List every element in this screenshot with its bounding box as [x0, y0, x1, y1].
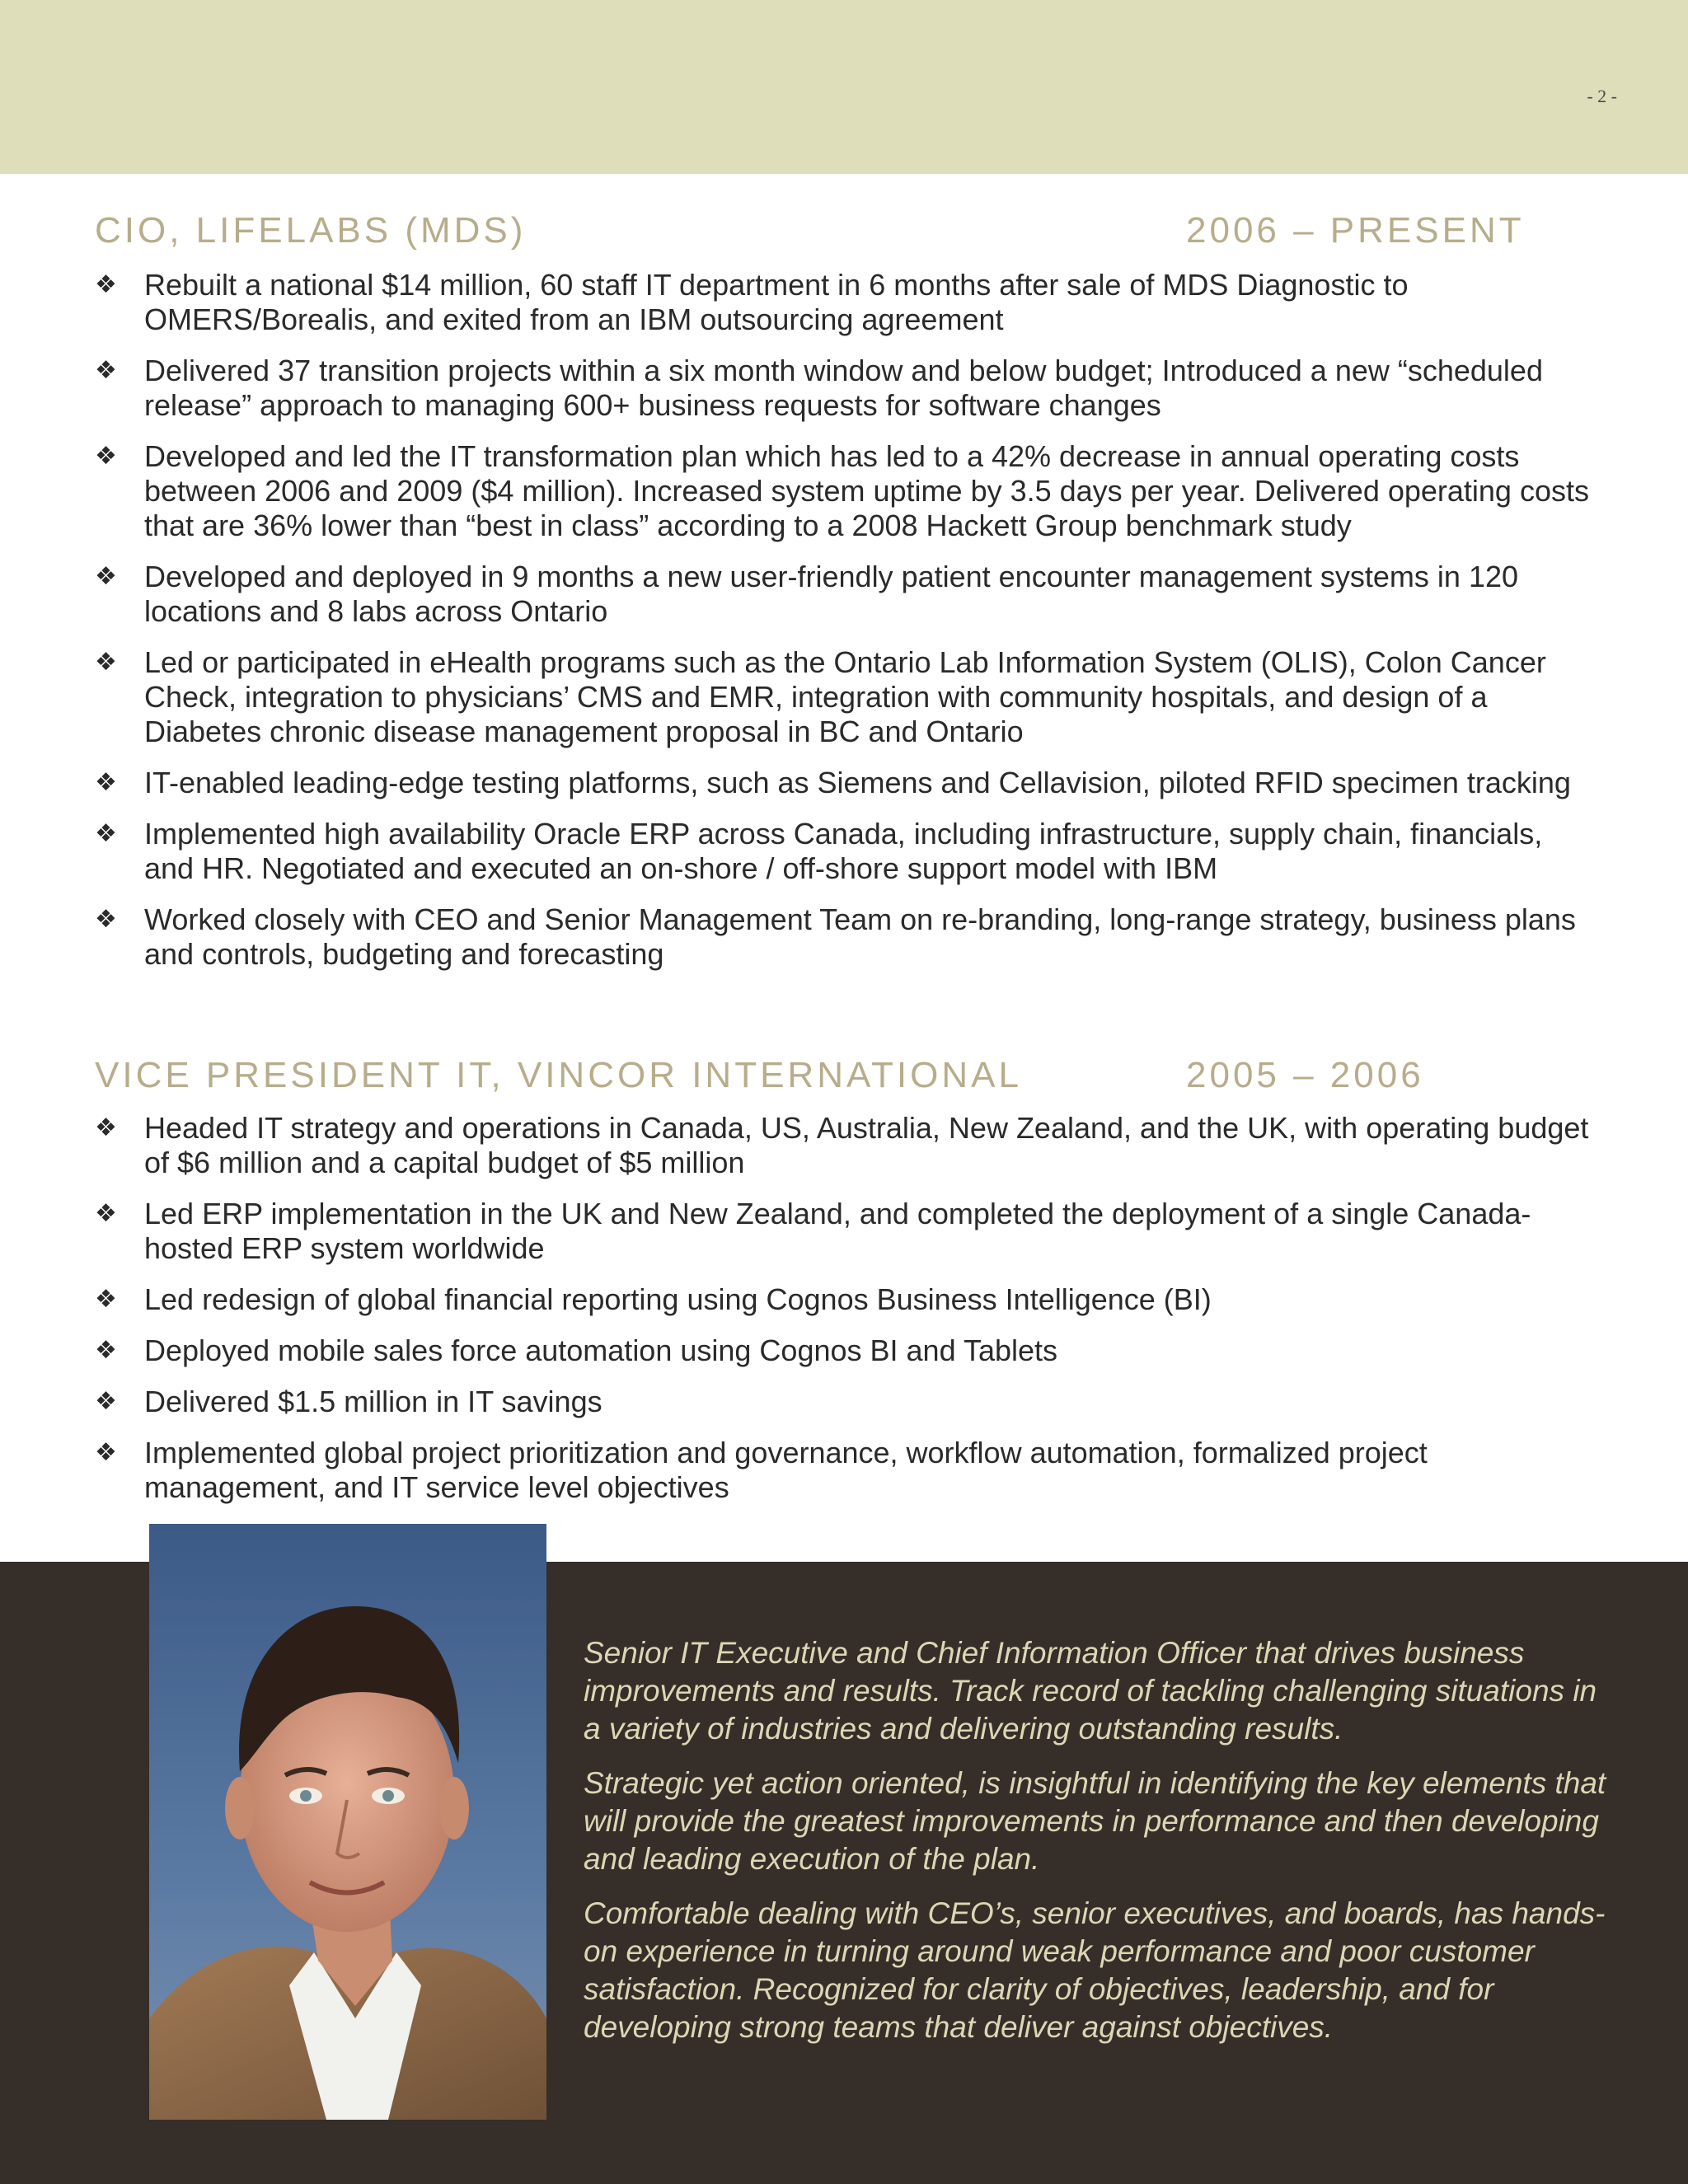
list-item: ❖ Headed IT strategy and operations in Canada, US, Australia, New Zealand, and the UK, with operating budget of $6 million and a capital budget of $5 million: [95, 1111, 1589, 1179]
list-item: ❖ Developed and led the IT transformation plan which has led to a 42% decrease in annual operating costs between 2006 and 2009 ($4 million). Increased system uptime by 3.5 days per year. Delivered operating costs that are 36% lower than “best in class” according to a 2008 Hackett Group benchmark study: [95, 439, 1589, 542]
list-item: ❖ Developed and deployed in 9 months a new user-friendly patient encounter management systems in 120 locations and 8 labs across Ontario: [95, 560, 1519, 628]
list-item: ❖ Led redesign of global financial reporting using Cognos Business Intelligence (BI): [95, 1282, 1212, 1316]
diamond-bullet-icon: ❖: [95, 906, 117, 933]
diamond-bullet-icon: ❖: [95, 1388, 117, 1415]
portrait-photo: [149, 1524, 546, 2120]
diamond-bullet-icon: ❖: [95, 820, 117, 847]
diamond-bullet-icon: ❖: [95, 1114, 117, 1141]
section-heading-lifelabs: [95, 210, 1545, 250]
list-item: ❖ Worked closely with CEO and Senior Management Team on re-branding, long-range strategy, business plans and controls, budgeting and forecasting: [95, 902, 1576, 971]
diamond-bullet-icon: ❖: [95, 1200, 117, 1227]
diamond-bullet-icon: ❖: [95, 769, 117, 796]
list-item: ❖ Implemented high availability Oracle ERP across Canada, including infrastructure, supply chain, financials, and HR. Negotiated and executed an on-shore / off-shore support model with IBM: [95, 817, 1543, 885]
summary-paragraph: Strategic yet action oriented, is insightful in identifying the key elements that will provide the greatest improvements in performance and then developing and leading execution of the plan.: [584, 1766, 1606, 1876]
job-dates: 2006 – PRESENT: [1186, 210, 1525, 251]
diamond-bullet-icon: ❖: [95, 443, 117, 470]
page-number: - 2 -: [1587, 86, 1617, 106]
list-item: ❖ Led ERP implementation in the UK and New Zealand, and completed the deployment of a single Canada-hosted ERP system worldwide: [95, 1197, 1531, 1265]
list-item: ❖ Delivered 37 transition projects within a six month window and below budget; Introduced a new “scheduled release” approach to managing 600+ business requests for software changes: [95, 354, 1543, 422]
diamond-bullet-icon: ❖: [95, 271, 117, 298]
list-item: ❖ IT-enabled leading-edge testing platforms, such as Siemens and Cellavision, piloted RFID specimen tracking: [95, 766, 1571, 799]
job-dates: 2005 – 2006: [1186, 1055, 1424, 1095]
list-item: ❖ Delivered $1.5 million in IT savings: [95, 1385, 603, 1418]
summary-paragraph: Comfortable dealing with CEO’s, senior executives, and boards, has hands-on experience in turning around weak performance and poor customer satisfaction. Recognized for clarity of objectives, leadership, and for developing strong teams that deliver against objectives.: [584, 1896, 1606, 2044]
diamond-bullet-icon: ❖: [95, 357, 117, 384]
section-heading-vincor: [95, 1055, 1545, 1094]
header-band: [0, 0, 1688, 174]
list-item: ❖ Deployed mobile sales force automation using Cognos BI and Tablets: [95, 1333, 1058, 1367]
diamond-bullet-icon: ❖: [95, 1286, 117, 1313]
diamond-bullet-icon: ❖: [95, 563, 117, 590]
summary-paragraph: Senior IT Executive and Chief Information Officer that drives business improvements and results. Track record of tackling challenging situations in a variety of industries and delivering outstanding results.: [584, 1636, 1597, 1746]
job-title: CIO, LIFELABS (MDS): [95, 210, 527, 251]
diamond-bullet-icon: ❖: [95, 1439, 117, 1466]
diamond-bullet-icon: ❖: [95, 649, 117, 676]
vincor-achievements-list: [95, 1111, 1595, 1521]
list-item: ❖ Rebuilt a national $14 million, 60 staff IT department in 6 months after sale of MDS Diagnostic to OMERS/Borealis, and exited from an IBM outsourcing agreement: [95, 268, 1409, 336]
list-item: ❖ Implemented global project prioritization and governance, workflow automation, formalized project management, and IT service level objectives: [95, 1436, 1428, 1504]
profile-summary: [584, 1634, 1614, 2063]
list-item: ❖ Led or participated in eHealth programs such as the Ontario Lab Information System (OLIS), Colon Cancer Check, integration to physicians’ CMS and EMR, integration with community hospitals, and design of a Diabetes chronic disease management proposal in BC and Ontario: [95, 645, 1546, 748]
lifelabs-achievements-list: [95, 268, 1595, 988]
diamond-bullet-icon: ❖: [95, 1337, 117, 1364]
job-title: VICE PRESIDENT IT, VINCOR INTERNATIONAL: [95, 1055, 1022, 1095]
